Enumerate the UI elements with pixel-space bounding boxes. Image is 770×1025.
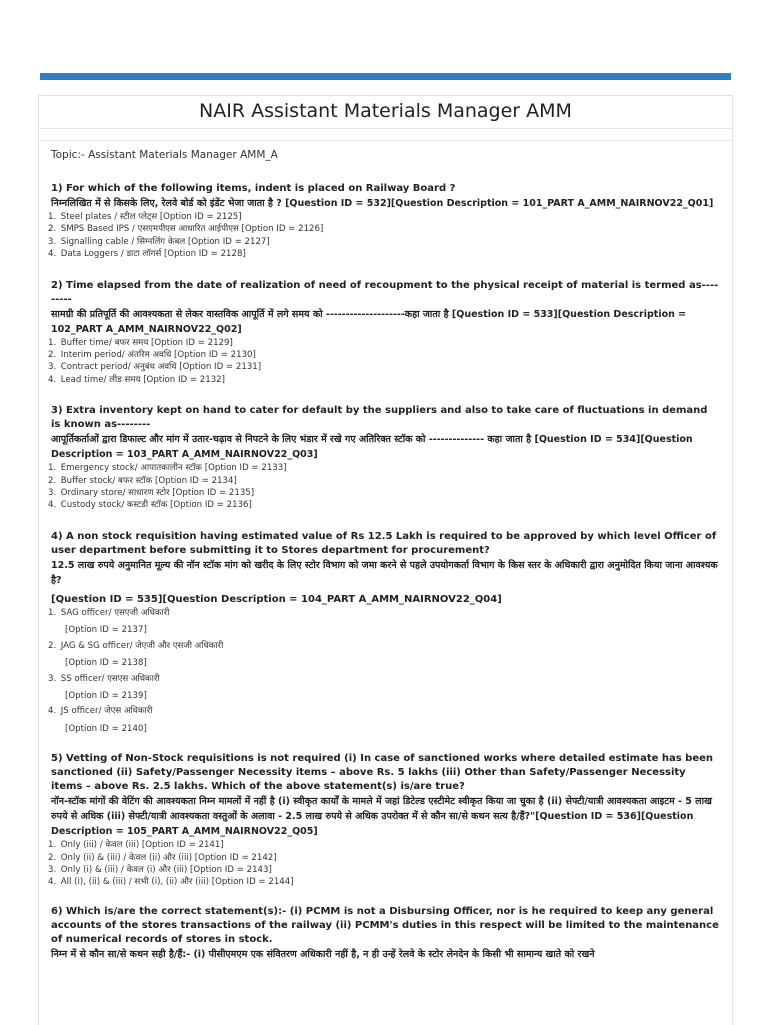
header-accent-bar	[40, 73, 731, 80]
question-6	[39, 889, 732, 962]
topic-label: Topic:- Assistant Materials Manager AMM_A	[51, 149, 278, 161]
question-hindi: 12.5 लाख रुपये अनुमानित मूल्य की नॉन स्टॉक मांग को खरीद के लिए स्टोर विभाग को जमा करने से पहले उपयोगकर्ता विभाग के किस स्तर के अधिकारी द्वारा अनुमोदित किया जाना आवश्यक है?	[51, 559, 718, 586]
list-item: 4. Custody stock/ कस्टडी स्टॉक [Option ID = 2136]	[48, 500, 252, 511]
question-3	[39, 386, 732, 512]
list-item: 4. Data Loggers / डाटा लॉगर्स [Option ID = 2128]	[48, 249, 246, 260]
list-item: 1. Only (iii) / केवल (iii) [Option ID = 2141]	[48, 840, 224, 851]
question-text: 5) Vetting of Non-Stock requisitions is not required (i) In case of sanctioned works where detailed estimate has been sanctioned (ii) Safety/Passenger Necessity items – above Rs. 5 lakhs (iii) Other than Safety/Passenger Necessity items – above Rs. 2.5 lakhs. Which of the above statement(s) is/are true?	[51, 753, 714, 793]
list-item: 3. SS officer/ एसएस अधिकारी [Option ID = 2139]	[51, 673, 720, 703]
question-hindi: नॉन-स्टॉक मांगों की वेटिंग की आवश्यकता निम्न मामलों में नहीं है (i) स्वीकृत कार्यों के मामले में जहां डिटेल्ड एस्टीमेट स्वीकृत किया जा चुका है (ii) सेफ्टी/यात्री आवश्यकता आइटम - 5 लाख रुपये से अधिक (iii) सेफ्टी/यात्री आवश्यकता वस्तुओं के अलावा - 2.5 लाख रुपये से अधिक उपरोक्त में से कौन सा/से कथन सत्य है/हैं?"[Question ID = 536][Question Description = 105_PART A_AMM_NAIRNOV22_Q05]	[51, 796, 712, 838]
question-4	[39, 512, 732, 735]
option-id: [Option ID = 2138]	[65, 658, 147, 669]
list-item: 1. Buffer time/ बफर समय [Option ID = 2129]	[48, 337, 233, 348]
list-item: 1. Emergency stock/ आपातकालीन स्टॉक [Option ID = 2133]	[48, 463, 287, 474]
option-id: [Option ID = 2139]	[65, 690, 147, 701]
list-item: 2. Only (ii) & (iii) / केवल (ii) और (iii) [Option ID = 2142]	[48, 852, 277, 863]
options-list	[48, 211, 720, 261]
list-item: 4. All (i), (ii) & (iii) / सभी (i), (ii) और (iii) [Option ID = 2144]	[48, 877, 294, 888]
list-item: 4. JS officer/ जेएस अधिकारी [Option ID = 2140]	[51, 705, 720, 735]
list-item: 4. Lead time/ लीड समय [Option ID = 2132]	[48, 374, 226, 385]
list-item: 3. Only (i) & (iii) / केवल (i) और (iii) [Option ID = 2143]	[48, 864, 272, 875]
divider	[39, 129, 732, 141]
list-item: 3. Signalling cable / सिग्नलिंग केबल [Option ID = 2127]	[48, 236, 270, 247]
question-text: 4) A non stock requisition having estimated value of Rs 12.5 Lakh is required to be approved by which level Officer of user department before submitting it to Stores department for procurement?	[51, 530, 717, 556]
question-5	[39, 738, 732, 889]
question-meta: [Question ID = 535][Question Description = 104_PART A_AMM_NAIRNOV22_Q04]	[51, 593, 502, 605]
question-paper	[38, 95, 733, 1025]
question-hindi: निम्न में से कौन सा/से कथन सही है/हैं:- (i) पीसीएमएम एक संवितरण अधिकारी नहीं है, न ही उन्हें रेलवे के स्टोर लेनदेन के किसी भी सामान्य खाते को रखने	[51, 948, 595, 960]
options-list	[48, 337, 720, 387]
options-list	[48, 607, 720, 735]
options-list	[48, 839, 720, 889]
page-title: NAIR Assistant Materials Manager AMM	[39, 96, 732, 129]
list-item: 2. JAG & SG officer/ जेएजी और एसजी अधिकारी [Option ID = 2138]	[51, 640, 720, 670]
options-list	[48, 462, 720, 512]
list-item: 3. Ordinary store/ साधारण स्टोर [Option ID = 2135]	[48, 488, 255, 499]
list-item: 2. Interim period/ अंतरिम अवधि [Option ID = 2130]	[48, 350, 256, 361]
question-text: 1) For which of the following items, indent is placed on Railway Board ?	[51, 183, 456, 194]
question-2	[39, 261, 732, 387]
question-1	[39, 169, 732, 261]
list-item: 2. SMPS Based IPS / एसएमपीएस आधारित आईपीएस [Option ID = 2126]	[48, 224, 324, 235]
question-text: 6) Which is/are the correct statement(s):- (i) PCMM is not a Disbursing Officer, nor is he required to keep any general accounts of the stores transactions of the railway (ii) PCMM's duties in this respect will be limited to the maintenance of numerical records of stores in stock.	[51, 905, 719, 945]
option-id: [Option ID = 2137]	[65, 625, 147, 636]
question-hindi: आपूर्तिकर्ताओं द्वारा डिफाल्ट और मांग में उतार-चढ़ाव से निपटने के लिए भंडार में रखे गए अतिरिक्त स्टॉक को -------------- कहा जाता है [Question ID = 534][Question Description = 103_PART A_AMM_NAIRNOV22_Q03]	[51, 434, 693, 461]
list-item: 2. Buffer stock/ बफर स्टॉक [Option ID = 2134]	[48, 475, 237, 486]
question-hindi: निम्नलिखित में से किसके लिए, रेलवे बोर्ड को इंडेंट भेजा जाता है ? [Question ID = 532][Question Description = 101_PART A_AMM_NAIRNOV22_Q01]	[51, 198, 714, 209]
question-text: 3) Extra inventory kept on hand to cater for default by the suppliers and also to take care of fluctuations in demand is known as--------	[51, 405, 708, 431]
option-id: [Option ID = 2140]	[65, 723, 147, 734]
list-item: 1. SAG officer/ एसएजी अधिकारी [Option ID = 2137]	[51, 607, 720, 637]
question-text: 2) Time elapsed from the date of realization of need of recoupment to the physical receipt of material is termed as---------	[51, 279, 719, 305]
list-item: 3. Contract period/ अनुबंध अवधि [Option ID = 2131]	[48, 362, 262, 373]
list-item: 1. Steel plates / स्टील प्लेट्स [Option ID = 2125]	[48, 212, 242, 222]
question-hindi: सामग्री की प्रतिपूर्ति की आवश्यकता से लेकर वास्तविक आपूर्ति में लगे समय को --------------------कहा जाता है [Question ID = 533][Question Description = 102_PART A_AMM_NAIRNOV22_Q02]	[51, 308, 687, 335]
